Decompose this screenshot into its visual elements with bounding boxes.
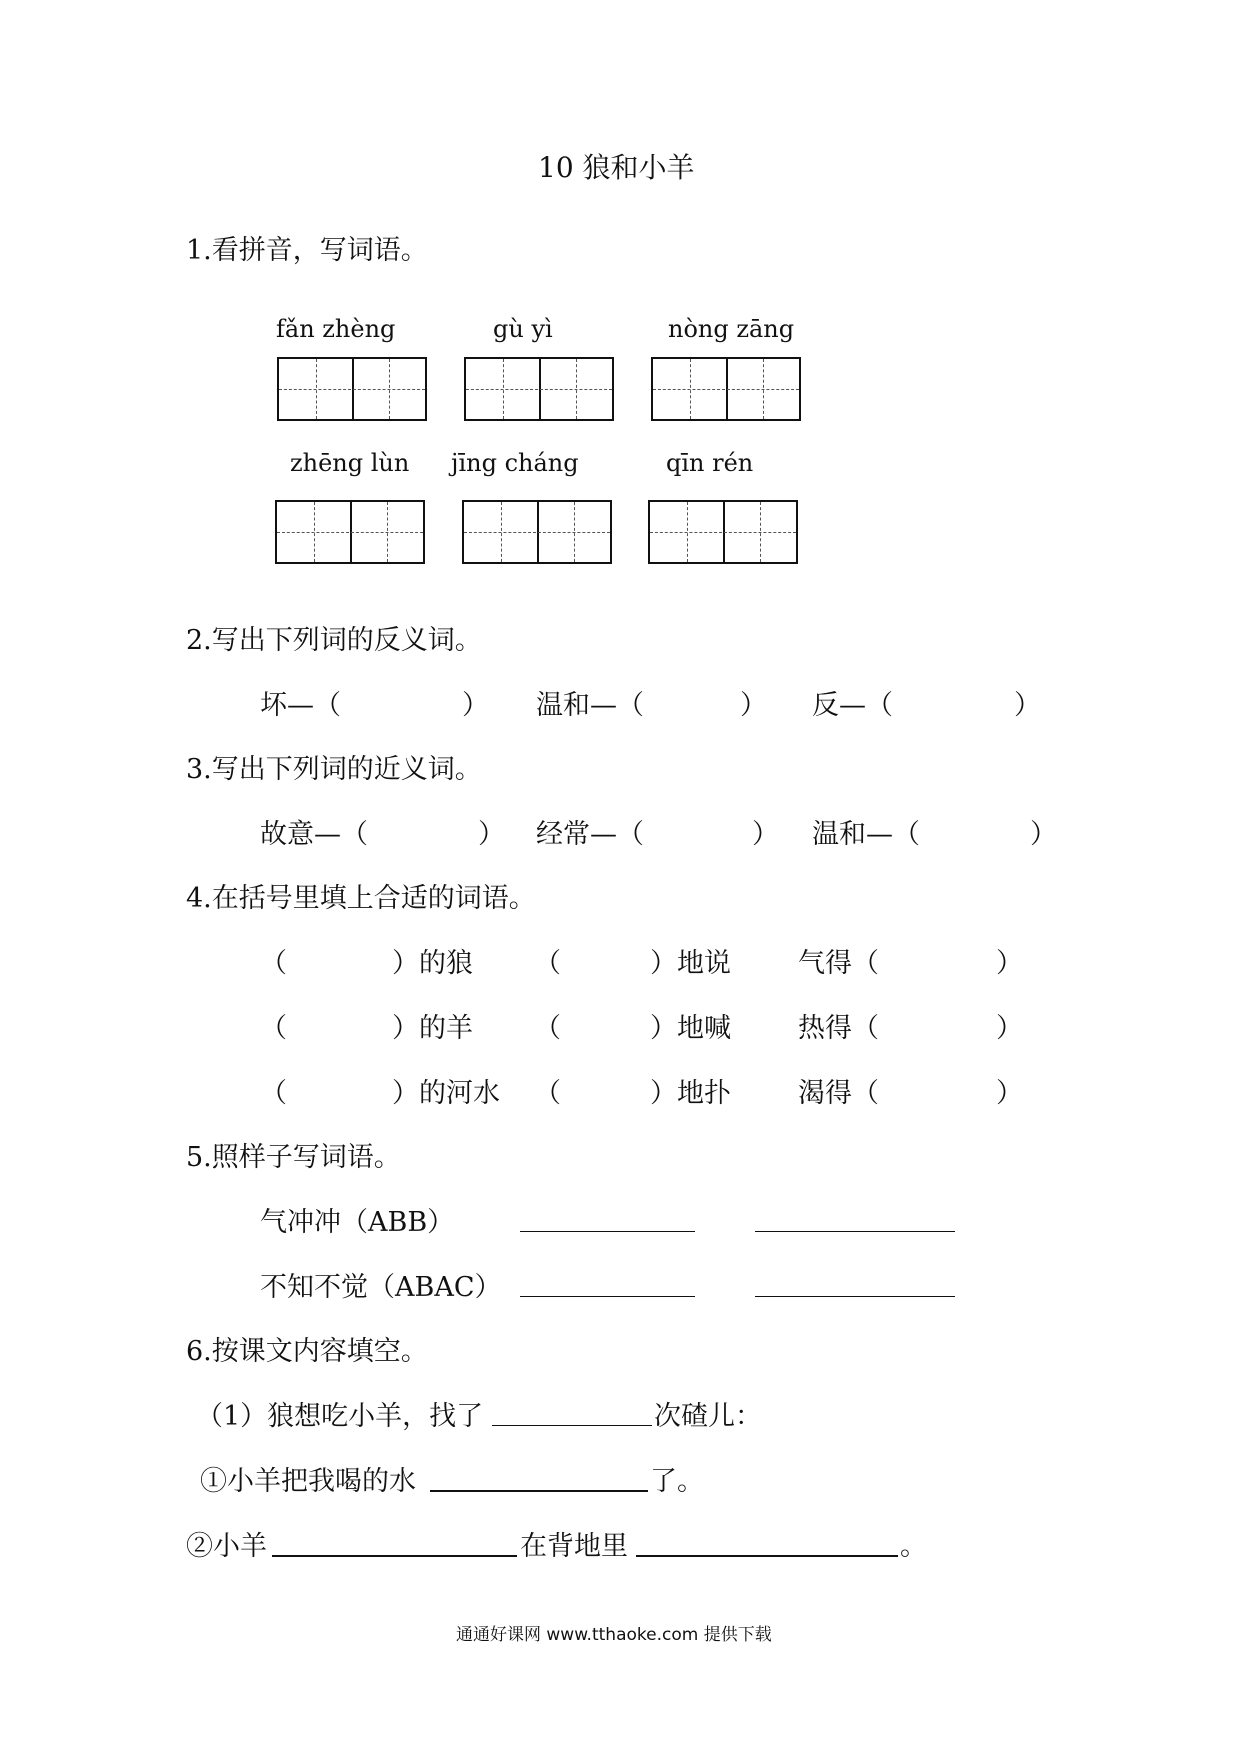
fill-row2-open2: （ — [534, 1013, 561, 1044]
q6-line2-start: ①小羊把我喝的水 — [200, 1466, 416, 1497]
example-abb: 气冲冲（ABB） — [260, 1207, 455, 1238]
fill-row1-item3: 气得（ — [798, 948, 879, 979]
q6-line1-start: （1）狼想吃小羊，找了 — [196, 1401, 484, 1432]
fill-row2-item2: ）地喊 — [650, 1013, 731, 1044]
fill-row3-open2: （ — [534, 1078, 561, 1109]
question-2-heading: 2.写出下列词的反义词。 — [186, 625, 482, 656]
antonym-3-close: ） — [1014, 690, 1041, 721]
pinyin-4: zhēng lùn — [290, 449, 410, 477]
fill-row3-item3: 渴得（ — [798, 1078, 879, 1109]
writing-grid-1[interactable] — [277, 357, 427, 421]
writing-grid-3[interactable] — [651, 357, 801, 421]
q6-line2-end: 了。 — [650, 1466, 704, 1497]
synonym-2-word: 经常—（ — [536, 819, 644, 850]
answer-line-abac-1[interactable] — [520, 1296, 695, 1297]
pinyin-1: fǎn zhèng — [276, 315, 396, 343]
synonym-1-word: 故意—（ — [260, 819, 368, 850]
answer-line-abb-2[interactable] — [755, 1231, 955, 1232]
pinyin-5: jīng cháng — [451, 449, 579, 477]
fill-row2-open1: （ — [260, 1013, 287, 1044]
page-title: 10 狼和小羊 — [538, 151, 695, 184]
fill-row2-item1: ）的羊 — [392, 1013, 473, 1044]
answer-line-abac-2[interactable] — [755, 1296, 955, 1297]
pinyin-2: gù yì — [493, 315, 553, 343]
answer-line-water[interactable] — [430, 1490, 648, 1492]
writing-grid-5[interactable] — [462, 500, 612, 564]
writing-grid-6[interactable] — [648, 500, 798, 564]
answer-line-times[interactable] — [492, 1425, 652, 1426]
answer-line-lamb[interactable] — [272, 1555, 517, 1557]
answer-line-abb-1[interactable] — [520, 1231, 695, 1232]
footer-watermark: 通通好课网 www.tthaoke.com 提供下载 — [456, 1625, 772, 1645]
fill-row2-item3: 热得（ — [798, 1013, 879, 1044]
question-5-heading: 5.照样子写词语。 — [186, 1142, 401, 1173]
question-3-heading: 3.写出下列词的近义词。 — [186, 754, 482, 785]
synonym-3-word: 温和—（ — [812, 819, 920, 850]
example-abac: 不知不觉（ABAC） — [260, 1272, 502, 1303]
fill-row3-item1: ）的河水 — [392, 1078, 500, 1109]
fill-row3-close3: ） — [996, 1078, 1023, 1109]
fill-row1-item1: ）的狼 — [392, 948, 473, 979]
writing-grid-4[interactable] — [275, 500, 425, 564]
q6-line3-start: ②小羊 — [186, 1531, 267, 1562]
fill-row1-open2: （ — [534, 948, 561, 979]
fill-row3-open1: （ — [260, 1078, 287, 1109]
q6-line3-middle: 在背地里 — [520, 1531, 628, 1562]
pinyin-6: qīn rén — [666, 449, 754, 477]
question-6-heading: 6.按课文内容填空。 — [186, 1336, 428, 1367]
fill-row1-close3: ） — [996, 948, 1023, 979]
antonym-1-close: ） — [462, 690, 489, 721]
fill-row1-item2: ）地说 — [650, 948, 731, 979]
antonym-2-close: ） — [740, 690, 767, 721]
q6-line3-end: 。 — [900, 1531, 927, 1562]
antonym-3-word: 反—（ — [812, 690, 893, 721]
pinyin-3: nòng zāng — [668, 315, 795, 343]
fill-row2-close3: ） — [996, 1013, 1023, 1044]
antonym-2-word: 温和—（ — [536, 690, 644, 721]
answer-line-behind[interactable] — [636, 1555, 898, 1557]
antonym-1-word: 坏—（ — [260, 690, 341, 721]
fill-row1-open1: （ — [260, 948, 287, 979]
synonym-1-close: ） — [478, 819, 505, 850]
writing-grid-2[interactable] — [464, 357, 614, 421]
question-1-heading: 1.看拼音，写词语。 — [186, 235, 428, 266]
q6-line1-end: 次碴儿： — [654, 1401, 762, 1432]
synonym-2-close: ） — [752, 819, 779, 850]
fill-row3-item2: ）地扑 — [650, 1078, 731, 1109]
synonym-3-close: ） — [1030, 819, 1057, 850]
question-4-heading: 4.在括号里填上合适的词语。 — [186, 883, 536, 914]
